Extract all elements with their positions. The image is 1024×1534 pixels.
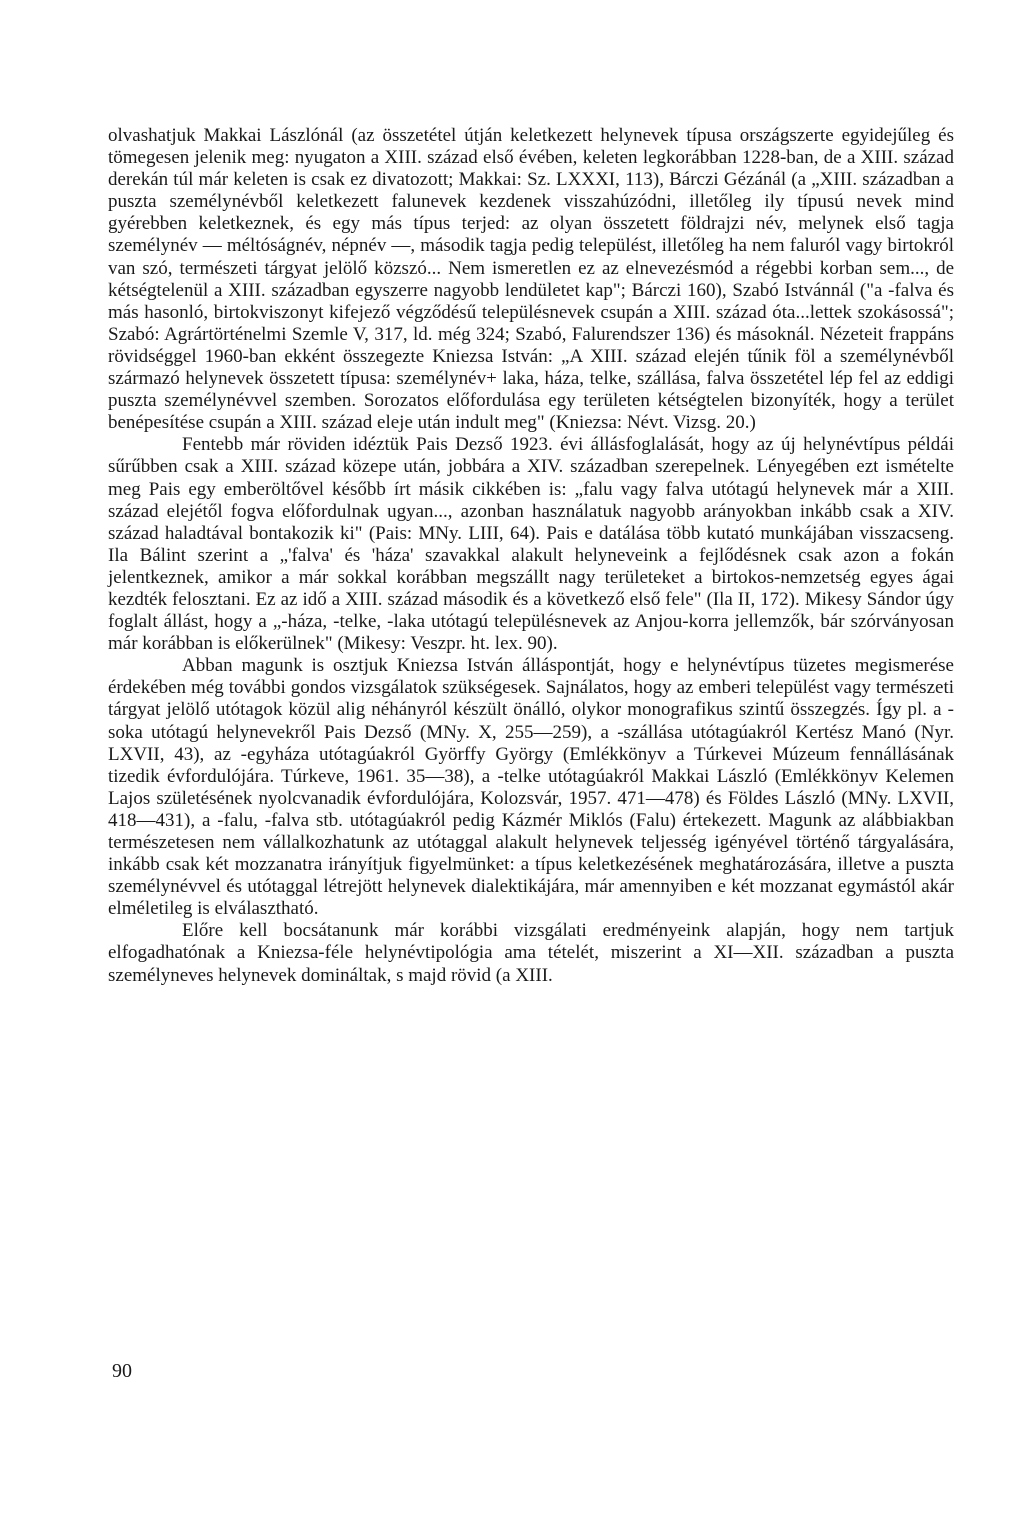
paragraph-pais: Fentebb már röviden idéztük Pais Dezső 1923. évi állásfoglalását, hogy az új helynévtípus példái sűrűbben csak a XIII. század közepe után, jobbára a XIV. században szerepelnek. Lényegében ezt ismételte meg Pais egy emberöltővel később írt másik cikkében is: „falu vagy falva utótagú helynevek már a XIII. század elejétől fogva előfordulnak ugyan..., azonban használatuk nagyobb arányokban inkább csak a XIV. század haladtával bontakozik ki" (Pais: MNy. LIII, 64). Pais e datálása több kutató munkájában visszacseng. Ila Bálint szerint a „'falva' és 'háza' szavakkal alakult helyneveink a fejlődésnek csak azon a fokán jelentkeznek, amikor a már sokkal korábban megszállt nagy területeket a birtokos-nemzetség egyes ágai kezdték felosztani. Ez az idő a XIII. század második és a következő első fele" (Ila II, 172). Mikesy Sándor úgy foglalt állást, hogy a „-háza, -telke, -laka utótagú településnevek az Anjou-korra jellemzők, bár szórványosan már korábban is előkerülnek" (Mikesy: Veszpr. ht. lex. 90). <box>108 434 954 655</box>
paragraph-kniezsa: Abban magunk is osztjuk Kniezsa István álláspontját, hogy e helynévtípus tüzetes megismerése érdekében még további gondos vizsgálatok szükségesek. Sajnálatos, hogy az emberi települést vagy természeti tárgyat jelölő utótagok közül alig néhányról készült önálló, olykor monografikus szintű összegzés. Így pl. a -soka utótagú helynevekről Pais Dezső (MNy. X, 255—259), a -szállása utótagúakról Kertész Manó (Nyr. LXVII, 43), az -egyháza utótagúakról Györffy György (Emlékkönyv a Túrkevei Múzeum fennállásának tizedik évfordulójára. Túrkeve, 1961. 35—38), a -telke utótagúakról Makkai László (Emlékkönyv Kelemen Lajos születésének nyolcvanadik évfordulójára, Kolozsvár, 1957. 471—478) és Földes László (MNy. LXVII, 418—431), a -falu, -falva stb. utótagúakról pedig Kázmér Miklós (Falu) értekezett. Magunk az alábbiakban természetesen nem vállalkozhatunk az utótaggal alakult helynevek teljesség igényével történő tárgyalására, inkább csak két mozzanatra irányítjuk figyelmünket: a típus keletkezésének meghatározására, illetve a puszta személynévvel és utótaggal létrejött helynevek dialektikájára, már amennyiben e két mozzanat egymástól akár elméletileg is elválasztható. <box>108 655 954 920</box>
body-text <box>108 125 954 987</box>
paragraph-closing: Előre kell bocsátanunk már korábbi vizsgálati eredményeink alapján, hogy nem tartjuk elfogadhatónak a Kniezsa-féle helynévtipológia ama tételét, miszerint a XI—XII. században a puszta személyneves helynevek domináltak, s majd rövid (a XIII. <box>108 920 954 986</box>
page-number: 90 <box>112 1360 132 1382</box>
paragraph-continuation: olvashatjuk Makkai Lászlónál (az összetétel útján keletkezett helynevek típusa országszerte egyidejűleg és tömegesen jelenik meg: nyugaton a XIII. század első évében, keleten legkorábban 1228-ban, de a XIII. század derekán túl már keleten is csak ez divatozott; Makkai: Sz. LXXXI, 113), Bárczi Gézánál (a „XIII. században a puszta személynévből keletkezett falunevek kezdenek visszahúzódni, illetőleg ily típusú nevek mind gyérebben keletkeznek, és egy más típus terjed: az olyan összetett földrajzi név, melynek első tagja személynév — méltóságnév, népnév —, második tagja pedig települést, illetőleg ha nem faluról vagy birtokról van szó, természeti tárgyat jelölő közszó... Nem ismeretlen ez az elnevezésmód a régebbi korban sem..., de kétségtelenül a XIII. században egyszerre nagyobb lendületet kap"; Bárczi 160), Szabó Istvánnál ("a -falva és más hasonló, birtokviszonyt kifejező végződésű településnevek csupán a XIII. század óta...lettek szokásossá"; Szabó: Agrártörténelmi Szemle V, 317, ld. még 324; Szabó, Falurendszer 136) és másoknál. Nézeteit frappáns rövidséggel 1960-ban ekként összegezte Kniezsa István: „A XIII. század elején tűnik föl a személynévből származó helynevek összetett típusa: személynév+ laka, háza, telke, szállása, falva összetétel lép fel az eddigi puszta személynévvel szemben. Sorozatos előfordulása egy területen kétségtelen bizonyíték, hogy a terület benépesítése csupán a XIII. század eleje után indult meg" (Kniezsa: Névt. Vizsg. 20.) <box>108 125 954 434</box>
